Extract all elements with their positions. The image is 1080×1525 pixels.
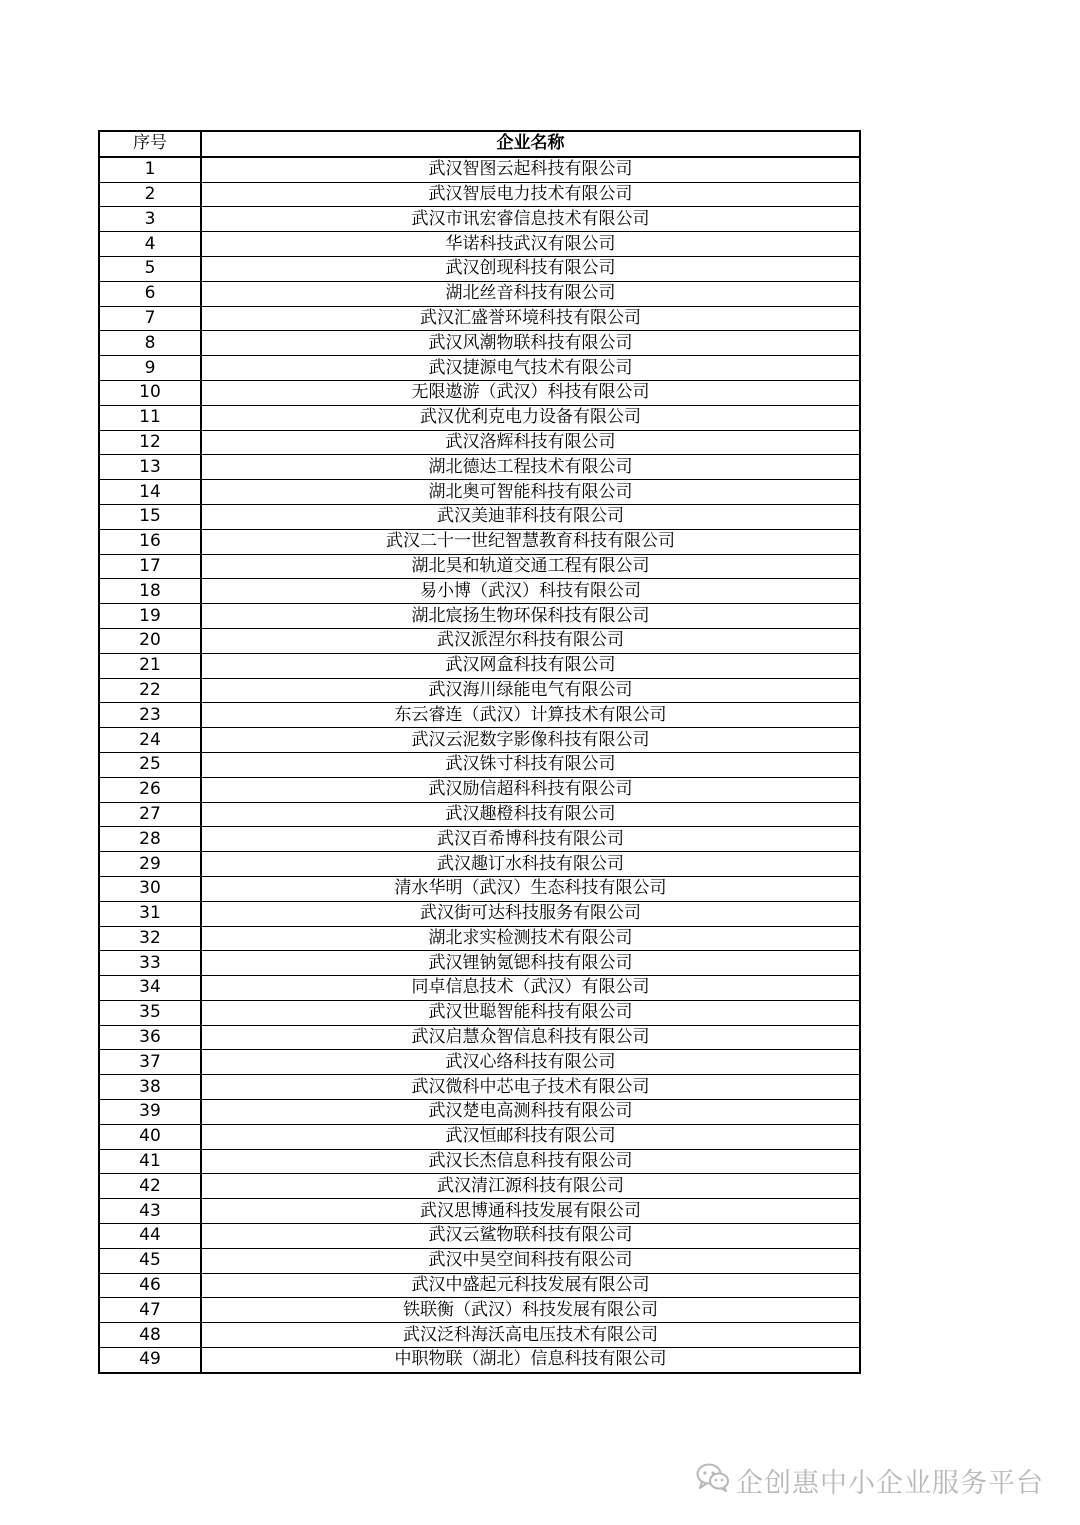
row-number: 48	[99, 1323, 201, 1348]
company-name: 武汉二十一世纪智慧教育科技有限公司	[201, 529, 860, 554]
table-row	[99, 752, 860, 777]
row-number: 27	[99, 802, 201, 827]
table-row	[99, 926, 860, 951]
company-name: 武汉智辰电力技术有限公司	[201, 182, 860, 207]
company-name: 武汉风潮物联科技有限公司	[201, 331, 860, 356]
company-name: 武汉云泥数字影像科技有限公司	[201, 728, 860, 753]
table-row	[99, 1323, 860, 1348]
table-row	[99, 1025, 860, 1050]
table-row	[99, 876, 860, 901]
row-number: 18	[99, 579, 201, 604]
row-number: 17	[99, 554, 201, 579]
row-number: 2	[99, 182, 201, 207]
row-number: 5	[99, 256, 201, 281]
table-row	[99, 1224, 860, 1249]
company-name: 湖北昊和轨道交通工程有限公司	[201, 554, 860, 579]
table-row	[99, 653, 860, 678]
row-number: 24	[99, 728, 201, 753]
table-row	[99, 579, 860, 604]
company-name: 同卓信息技术（武汉）有限公司	[201, 976, 860, 1001]
company-name: 武汉清江源科技有限公司	[201, 1174, 860, 1199]
row-number: 9	[99, 356, 201, 381]
company-name: 武汉汇盛誉环境科技有限公司	[201, 306, 860, 331]
company-name: 华诺科技武汉有限公司	[201, 232, 860, 257]
company-name: 武汉云鲨物联科技有限公司	[201, 1224, 860, 1249]
table-row	[99, 802, 860, 827]
table-row	[99, 504, 860, 529]
row-number: 33	[99, 951, 201, 976]
row-number: 46	[99, 1273, 201, 1298]
table-row	[99, 678, 860, 703]
watermark	[696, 1460, 1044, 1500]
table-header-row	[99, 131, 860, 157]
company-name: 武汉派涅尔科技有限公司	[201, 628, 860, 653]
row-number: 22	[99, 678, 201, 703]
company-name: 武汉趣订水科技有限公司	[201, 852, 860, 877]
row-number: 1	[99, 157, 201, 182]
table-row	[99, 976, 860, 1001]
table-row	[99, 1050, 860, 1075]
company-name: 铁联衡（武汉）科技发展有限公司	[201, 1298, 860, 1323]
table-row	[99, 1149, 860, 1174]
row-number: 14	[99, 480, 201, 505]
company-name: 武汉思博通科技发展有限公司	[201, 1199, 860, 1224]
company-name: 无限遨游（武汉）科技有限公司	[201, 380, 860, 405]
table-row	[99, 1000, 860, 1025]
row-number: 39	[99, 1100, 201, 1125]
company-name: 东云睿连（武汉）计算技术有限公司	[201, 703, 860, 728]
row-number: 23	[99, 703, 201, 728]
company-name: 武汉优利克电力设备有限公司	[201, 405, 860, 430]
table-row	[99, 1100, 860, 1125]
row-number: 8	[99, 331, 201, 356]
table-row	[99, 728, 860, 753]
row-number: 31	[99, 901, 201, 926]
table-row	[99, 1075, 860, 1100]
table-body	[99, 157, 860, 1373]
wechat-icon	[696, 1462, 736, 1499]
row-number: 35	[99, 1000, 201, 1025]
company-name: 武汉智图云起科技有限公司	[201, 157, 860, 182]
table-row	[99, 628, 860, 653]
company-name: 中职物联（湖北）信息科技有限公司	[201, 1348, 860, 1373]
row-number: 38	[99, 1075, 201, 1100]
company-name: 武汉世聪智能科技有限公司	[201, 1000, 860, 1025]
table-row	[99, 331, 860, 356]
row-number: 10	[99, 380, 201, 405]
table-row	[99, 529, 860, 554]
table-row	[99, 604, 860, 629]
table-row	[99, 1298, 860, 1323]
company-name: 武汉中盛起元科技发展有限公司	[201, 1273, 860, 1298]
row-number: 47	[99, 1298, 201, 1323]
table-row	[99, 777, 860, 802]
row-number: 43	[99, 1199, 201, 1224]
row-number: 7	[99, 306, 201, 331]
table-row	[99, 827, 860, 852]
table-row	[99, 1273, 860, 1298]
company-name: 武汉心络科技有限公司	[201, 1050, 860, 1075]
company-name: 湖北德达工程技术有限公司	[201, 455, 860, 480]
table-row	[99, 157, 860, 182]
company-name: 湖北求实检测技术有限公司	[201, 926, 860, 951]
row-number: 11	[99, 405, 201, 430]
table-row	[99, 1174, 860, 1199]
company-name: 武汉洛辉科技有限公司	[201, 430, 860, 455]
company-name: 武汉泛科海沃高电压技术有限公司	[201, 1323, 860, 1348]
company-name: 武汉铢寸科技有限公司	[201, 752, 860, 777]
table-row	[99, 1348, 860, 1373]
company-name: 易小博（武汉）科技有限公司	[201, 579, 860, 604]
table-row	[99, 1248, 860, 1273]
table-row	[99, 182, 860, 207]
row-number: 20	[99, 628, 201, 653]
company-name: 武汉长杰信息科技有限公司	[201, 1149, 860, 1174]
company-name: 武汉网盒科技有限公司	[201, 653, 860, 678]
row-number: 3	[99, 207, 201, 232]
company-name: 湖北宸扬生物环保科技有限公司	[201, 604, 860, 629]
row-number: 26	[99, 777, 201, 802]
row-number: 41	[99, 1149, 201, 1174]
row-number: 19	[99, 604, 201, 629]
row-number: 49	[99, 1348, 201, 1373]
row-number: 4	[99, 232, 201, 257]
table-row	[99, 356, 860, 381]
company-name: 武汉励信超科科技有限公司	[201, 777, 860, 802]
table-row	[99, 1124, 860, 1149]
company-name: 武汉楚电高测科技有限公司	[201, 1100, 860, 1125]
row-number: 36	[99, 1025, 201, 1050]
company-name: 湖北丝音科技有限公司	[201, 281, 860, 306]
table-row	[99, 554, 860, 579]
row-number: 29	[99, 852, 201, 877]
row-number: 16	[99, 529, 201, 554]
company-name: 武汉启慧众智信息科技有限公司	[201, 1025, 860, 1050]
table-row	[99, 306, 860, 331]
table-row	[99, 455, 860, 480]
row-number: 45	[99, 1248, 201, 1273]
company-name: 武汉市讯宏睿信息技术有限公司	[201, 207, 860, 232]
company-name: 武汉中昊空间科技有限公司	[201, 1248, 860, 1273]
table-row	[99, 480, 860, 505]
table-row	[99, 207, 860, 232]
table-row	[99, 901, 860, 926]
row-number: 32	[99, 926, 201, 951]
company-name: 武汉美迪菲科技有限公司	[201, 504, 860, 529]
company-name: 武汉百希博科技有限公司	[201, 827, 860, 852]
company-name: 武汉海川绿能电气有限公司	[201, 678, 860, 703]
table-row	[99, 430, 860, 455]
table-row	[99, 281, 860, 306]
row-number: 42	[99, 1174, 201, 1199]
row-number: 21	[99, 653, 201, 678]
watermark-text: 企创惠中小企业服务平台	[736, 1467, 1044, 1499]
row-number: 37	[99, 1050, 201, 1075]
table-row	[99, 951, 860, 976]
table-row	[99, 256, 860, 281]
row-number: 13	[99, 455, 201, 480]
company-list-table	[98, 130, 861, 1374]
company-name: 武汉锂钠氪锶科技有限公司	[201, 951, 860, 976]
company-name: 武汉微科中芯电子技术有限公司	[201, 1075, 860, 1100]
row-number: 40	[99, 1124, 201, 1149]
row-number: 44	[99, 1224, 201, 1249]
table-row	[99, 405, 860, 430]
table-row	[99, 380, 860, 405]
row-number: 25	[99, 752, 201, 777]
table-row	[99, 703, 860, 728]
table-row	[99, 852, 860, 877]
company-name: 武汉趣橙科技有限公司	[201, 802, 860, 827]
company-name: 武汉创现科技有限公司	[201, 256, 860, 281]
table-row	[99, 232, 860, 257]
row-number: 12	[99, 430, 201, 455]
company-name: 武汉恒邮科技有限公司	[201, 1124, 860, 1149]
table-row	[99, 1199, 860, 1224]
row-number: 34	[99, 976, 201, 1001]
company-name: 武汉捷源电气技术有限公司	[201, 356, 860, 381]
company-name: 武汉街可达科技服务有限公司	[201, 901, 860, 926]
company-name: 清水华明（武汉）生态科技有限公司	[201, 876, 860, 901]
row-number: 28	[99, 827, 201, 852]
row-number: 15	[99, 504, 201, 529]
row-number: 30	[99, 876, 201, 901]
column-header-company-name: 企业名称	[201, 131, 860, 157]
column-header-number: 序号	[99, 131, 201, 157]
row-number: 6	[99, 281, 201, 306]
company-name: 湖北奥可智能科技有限公司	[201, 480, 860, 505]
